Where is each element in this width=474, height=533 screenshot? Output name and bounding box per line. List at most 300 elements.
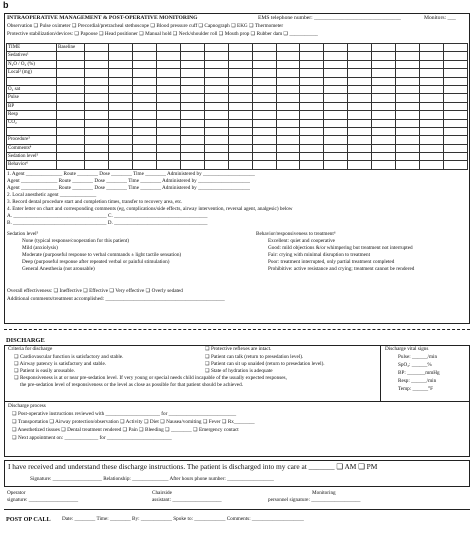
grid-cell[interactable] (420, 136, 444, 144)
grid-cell[interactable] (132, 85, 156, 93)
grid-cell[interactable] (156, 102, 180, 110)
grid-cell[interactable] (252, 52, 276, 60)
grid-cell[interactable] (300, 144, 324, 152)
grid-cell[interactable] (156, 119, 180, 127)
grid-cell[interactable] (85, 44, 109, 52)
grid-cell[interactable] (372, 69, 396, 77)
grid-cell[interactable] (372, 77, 396, 85)
grid-cell[interactable] (324, 60, 348, 68)
grid-cell[interactable] (324, 52, 348, 60)
grid-cell[interactable] (156, 85, 180, 93)
grid-cell[interactable] (372, 153, 396, 161)
grid-cell[interactable] (420, 153, 444, 161)
grid-cell[interactable] (180, 111, 204, 119)
grid-cell[interactable] (420, 127, 444, 135)
grid-cell[interactable] (324, 144, 348, 152)
criteria-talk[interactable]: ❑ Patient can talk (return to presedation level). (205, 354, 304, 360)
comment-b-d[interactable]: B. ____________________________________ D. ____________________________________ (7, 220, 208, 226)
grid-cell[interactable] (300, 102, 324, 110)
grid-cell[interactable] (324, 44, 348, 52)
operator-signature[interactable]: signature: ___________________ (7, 497, 79, 503)
criteria-cardiovascular[interactable]: ❑ Cardiovascular function is satisfactory and stable. (14, 354, 124, 360)
grid-cell[interactable] (204, 85, 228, 93)
grid-cell[interactable] (372, 119, 396, 127)
grid-cell[interactable] (228, 85, 252, 93)
grid-cell[interactable] (132, 161, 156, 169)
grid-cell[interactable] (276, 44, 300, 52)
grid-cell[interactable] (396, 44, 420, 52)
grid-cell[interactable] (85, 144, 109, 152)
grid-cell[interactable] (348, 144, 372, 152)
process-topics-1[interactable]: ❑ Transportation ❑ Airway protection/observation ❑ Activity ❑ Diet ❑ Nausea/vomiting ❑ Fever ❑ Rx________ (12, 419, 255, 425)
grid-cell[interactable] (228, 69, 252, 77)
criteria-airway[interactable]: ❑ Airway patency is satisfactory and stable. (14, 361, 107, 367)
grid-cell[interactable] (228, 60, 252, 68)
grid-cell[interactable] (372, 94, 396, 102)
grid-row (7, 111, 468, 119)
grid-cell[interactable] (204, 144, 228, 152)
grid-cell[interactable] (85, 77, 109, 85)
grid-row-label: Resp (7, 111, 57, 119)
grid-cell[interactable] (228, 102, 252, 110)
grid-cell[interactable] (396, 161, 420, 169)
grid-cell[interactable] (57, 136, 85, 144)
grid-cell[interactable] (420, 94, 444, 102)
grid-cell[interactable] (420, 144, 444, 152)
criteria-arousable[interactable]: ❑ Patient is easily arousable. (14, 368, 75, 374)
grid-cell[interactable] (420, 161, 444, 169)
grid-cell[interactable] (228, 52, 252, 60)
grid-cell[interactable] (348, 127, 372, 135)
vitals-heading: Discharge vital signs (385, 346, 429, 352)
grid-cell[interactable] (300, 52, 324, 60)
grid-cell[interactable] (324, 161, 348, 169)
grid-cell[interactable] (324, 85, 348, 93)
grid-cell[interactable] (85, 119, 109, 127)
grid-cell[interactable] (276, 153, 300, 161)
guardian-signature[interactable]: Signature: ___________________ Relationship: ______________ After hours phone number: __________________ (30, 476, 274, 482)
grid-cell[interactable] (228, 111, 252, 119)
grid-cell[interactable] (108, 144, 132, 152)
agent-line-3[interactable]: Agent ______________ Route ________ Dose ________ Time ________ Administered by ____________________ (7, 185, 250, 191)
grid-cell[interactable] (300, 136, 324, 144)
grid-cell[interactable] (108, 153, 132, 161)
grid-cell[interactable] (444, 136, 468, 144)
grid-cell[interactable] (156, 161, 180, 169)
grid-cell[interactable] (108, 69, 132, 77)
grid-cell[interactable] (132, 60, 156, 68)
grid-cell[interactable] (348, 161, 372, 169)
grid-cell[interactable] (85, 111, 109, 119)
grid-cell[interactable] (156, 52, 180, 60)
grid-cell[interactable] (108, 111, 132, 119)
grid-cell[interactable] (348, 102, 372, 110)
grid-cell[interactable] (204, 69, 228, 77)
grid-cell[interactable] (108, 161, 132, 169)
grid-cell[interactable] (420, 119, 444, 127)
next-appointment[interactable]: ❑ Next appointment on: _____________ for _________________________ (12, 435, 172, 441)
grid-cell[interactable] (300, 119, 324, 127)
grid-cell[interactable] (156, 153, 180, 161)
grid-cell[interactable] (252, 153, 276, 161)
grid-cell[interactable] (132, 94, 156, 102)
grid-cell[interactable] (228, 153, 252, 161)
agent-line-2[interactable]: Agent ______________ Route ________ Dose ________ Time ________ Administered by ____________________ (7, 178, 250, 184)
grid-cell[interactable] (372, 85, 396, 93)
grid-cell[interactable] (324, 136, 348, 144)
ems-phone-field[interactable]: EMS telephone number: _______________________________ (258, 15, 401, 21)
grid-cell[interactable] (420, 85, 444, 93)
grid-cell[interactable] (444, 77, 468, 85)
grid-cell[interactable] (108, 119, 132, 127)
grid-cell[interactable] (348, 52, 372, 60)
grid-cell[interactable] (57, 144, 85, 152)
grid-cell[interactable] (108, 136, 132, 144)
grid-cell[interactable] (444, 60, 468, 68)
grid-cell[interactable] (57, 161, 85, 169)
grid-cell[interactable] (57, 77, 85, 85)
grid-cell[interactable] (324, 102, 348, 110)
grid-cell[interactable] (180, 144, 204, 152)
grid-cell[interactable] (252, 136, 276, 144)
grid-cell[interactable] (132, 52, 156, 60)
grid-cell[interactable] (156, 127, 180, 135)
grid-cell[interactable] (156, 94, 180, 102)
grid-row (7, 102, 468, 110)
grid-cell[interactable] (420, 69, 444, 77)
grid-cell[interactable] (180, 136, 204, 144)
grid-cell[interactable] (324, 119, 348, 127)
grid-cell[interactable] (324, 94, 348, 102)
grid-cell[interactable] (204, 136, 228, 144)
grid-cell[interactable] (85, 85, 109, 93)
grid-cell[interactable] (444, 144, 468, 152)
comment-a-c[interactable]: A. ____________________________________ C. ____________________________________ (7, 213, 208, 219)
grid-cell[interactable] (204, 52, 228, 60)
vital-spo2[interactable]: SpO₂: ______% (398, 362, 432, 368)
grid-cell[interactable] (180, 94, 204, 102)
grid-cell[interactable] (108, 102, 132, 110)
grid-cell[interactable] (348, 44, 372, 52)
grid-cell[interactable] (85, 69, 109, 77)
criteria-sit-up[interactable]: ❑ Patient can sit up unaided (return to presedation level). (205, 361, 325, 367)
grid-cell[interactable] (396, 153, 420, 161)
grid-cell[interactable] (57, 60, 85, 68)
grid-cell[interactable] (300, 69, 324, 77)
grid-cell[interactable] (57, 94, 85, 102)
grid-cell[interactable] (204, 44, 228, 52)
grid-cell[interactable] (444, 94, 468, 102)
grid-cell[interactable] (252, 111, 276, 119)
grid-cell[interactable] (444, 153, 468, 161)
grid-cell[interactable] (204, 77, 228, 85)
grid-cell[interactable] (444, 161, 468, 169)
grid-cell[interactable] (276, 69, 300, 77)
grid-cell[interactable] (372, 111, 396, 119)
grid-cell[interactable] (156, 44, 180, 52)
grid-cell[interactable] (228, 144, 252, 152)
grid-cell[interactable] (156, 60, 180, 68)
grid-cell[interactable] (252, 69, 276, 77)
grid-cell[interactable] (396, 69, 420, 77)
grid-cell[interactable] (132, 144, 156, 152)
grid-cell[interactable] (324, 127, 348, 135)
grid-cell[interactable] (372, 44, 396, 52)
sedation-mild: Mild (anxiolysis) (22, 245, 58, 251)
grid-cell[interactable] (396, 52, 420, 60)
grid-cell[interactable] (156, 77, 180, 85)
chairside-label: Chairside (152, 490, 172, 496)
vital-bp[interactable]: BP: _______mmHg (398, 370, 440, 376)
grid-cell[interactable] (132, 136, 156, 144)
grid-cell[interactable] (372, 127, 396, 135)
protective-devices-options[interactable]: Protective stabilization/devices: ❑ Papoose ❑ Head positioner ❑ Manual hold ❑ Neck/shoulder roll ❑ Mouth prop ❑ Rubber dam ❑ ___________ (7, 31, 318, 37)
grid-cell[interactable] (276, 85, 300, 93)
grid-cell[interactable] (132, 44, 156, 52)
grid-cell[interactable] (444, 102, 468, 110)
grid-cell[interactable] (132, 77, 156, 85)
grid-cell[interactable] (132, 119, 156, 127)
criteria-reflexes[interactable]: ❑ Protective reflexes are intact. (205, 346, 272, 352)
grid-cell[interactable] (156, 111, 180, 119)
grid-cell[interactable] (204, 153, 228, 161)
grid-cell[interactable] (57, 102, 85, 110)
grid-cell[interactable] (396, 144, 420, 152)
grid-cell[interactable] (396, 94, 420, 102)
grid-cell[interactable] (85, 153, 109, 161)
grid-cell[interactable] (276, 94, 300, 102)
grid-cell[interactable] (228, 161, 252, 169)
grid-cell[interactable] (420, 44, 444, 52)
grid-cell[interactable] (348, 60, 372, 68)
grid-cell[interactable] (180, 161, 204, 169)
grid-cell[interactable] (252, 127, 276, 135)
grid-cell[interactable] (180, 60, 204, 68)
observation-options[interactable]: Observation ❑ Pulse oximeter ❑ Precordial/pretracheal stethoscope ❑ Blood pressure cuff ❑ Capnograph ❑ EKG ❑ Thermometer (7, 23, 284, 29)
grid-cell[interactable] (324, 69, 348, 77)
grid-cell[interactable] (132, 153, 156, 161)
grid-row-label: N₂O / O₂ (%) (7, 60, 57, 68)
grid-cell[interactable] (180, 44, 204, 52)
grid-cell[interactable] (108, 77, 132, 85)
receipt-statement[interactable]: I have received and understand these discharge instructions. The patient is discharged into my care at _______ ❑ AM ❑ PM (8, 462, 378, 471)
grid-cell[interactable] (180, 52, 204, 60)
grid-cell[interactable] (444, 44, 468, 52)
grid-cell[interactable] (276, 144, 300, 152)
grid-cell[interactable] (444, 119, 468, 127)
grid-cell[interactable] (444, 111, 468, 119)
grid-cell[interactable] (276, 60, 300, 68)
grid-cell[interactable] (348, 77, 372, 85)
grid-cell[interactable] (396, 111, 420, 119)
behavior-fair: Fair: crying with minimal disruption to treatment (268, 252, 371, 258)
grid-cell[interactable] (252, 119, 276, 127)
grid-cell[interactable] (57, 52, 85, 60)
grid-cell[interactable] (228, 127, 252, 135)
grid-cell[interactable] (180, 85, 204, 93)
grid-cell[interactable] (420, 60, 444, 68)
grid-cell[interactable] (180, 102, 204, 110)
process-instructions[interactable]: ❑ Post-operative instructions reviewed with _____________________ for __________________________ (12, 411, 237, 417)
grid-cell[interactable] (348, 69, 372, 77)
grid-cell[interactable] (276, 102, 300, 110)
grid-cell[interactable] (300, 94, 324, 102)
grid-cell[interactable] (300, 161, 324, 169)
grid-cell[interactable] (300, 44, 324, 52)
grid-cell[interactable] (204, 127, 228, 135)
grid-cell[interactable] (108, 52, 132, 60)
grid-cell[interactable] (276, 136, 300, 144)
grid-cell[interactable] (276, 119, 300, 127)
grid-cell[interactable] (300, 127, 324, 135)
grid-cell[interactable] (348, 94, 372, 102)
grid-cell[interactable] (372, 52, 396, 60)
grid-cell[interactable] (348, 136, 372, 144)
grid-cell[interactable] (57, 119, 85, 127)
grid-cell[interactable] (420, 102, 444, 110)
grid-cell[interactable] (276, 161, 300, 169)
grid-cell[interactable] (57, 85, 85, 93)
grid-cell[interactable] (108, 94, 132, 102)
grid-cell[interactable] (132, 111, 156, 119)
grid-cell[interactable] (85, 136, 109, 144)
grid-cell[interactable] (156, 144, 180, 152)
agent-line-1[interactable]: 1. Agent ______________ Route ________ Dose ________ Time ________ Administered by ____________________ (7, 171, 255, 177)
grid-cell[interactable] (396, 77, 420, 85)
grid-cell[interactable] (252, 60, 276, 68)
additional-comments[interactable]: Additional comments/treatment accomplished: ______________________________________________ (7, 296, 225, 302)
grid-cell[interactable] (228, 119, 252, 127)
grid-cell[interactable] (348, 85, 372, 93)
grid-cell[interactable] (228, 94, 252, 102)
grid-cell[interactable] (85, 60, 109, 68)
grid-cell[interactable] (420, 111, 444, 119)
grid-cell[interactable] (396, 102, 420, 110)
grid-cell[interactable] (57, 69, 85, 77)
grid-cell[interactable] (228, 77, 252, 85)
grid-cell[interactable] (204, 119, 228, 127)
grid-cell[interactable] (85, 94, 109, 102)
grid-cell[interactable] (85, 127, 109, 135)
vital-resp[interactable]: Resp: ______/min (398, 378, 437, 384)
grid-cell[interactable] (372, 144, 396, 152)
grid-cell[interactable] (348, 119, 372, 127)
sedation-level-heading: Sedation level⁵ (7, 231, 39, 237)
grid-cell[interactable] (276, 127, 300, 135)
process-topics-2[interactable]: ❑ Anesthetized tissues ❑ Dental treatment rendered ❑ Pain ❑ Bleeding ❑ ________ ❑ Emergency contact (12, 427, 239, 433)
grid-cell[interactable] (276, 52, 300, 60)
grid-cell[interactable] (85, 52, 109, 60)
grid-cell[interactable] (324, 111, 348, 119)
grid-cell[interactable] (444, 127, 468, 135)
grid-cell[interactable] (204, 161, 228, 169)
grid-cell[interactable] (396, 119, 420, 127)
grid-cell[interactable] (396, 60, 420, 68)
monitors-field[interactable]: Monitors: ___ (424, 15, 456, 21)
grid-cell[interactable] (57, 127, 85, 135)
grid-cell[interactable] (372, 60, 396, 68)
grid-cell[interactable] (396, 85, 420, 93)
grid-cell[interactable] (252, 102, 276, 110)
criteria-hydration[interactable]: ❑ State of hydration is adequate (205, 368, 273, 374)
grid-cell[interactable] (85, 102, 109, 110)
grid-cell[interactable] (108, 127, 132, 135)
sedation-deep: Deep (purposeful response after repeated verbal or painful stimulation) (22, 259, 170, 265)
grid-cell[interactable] (204, 60, 228, 68)
grid-cell[interactable] (348, 153, 372, 161)
grid-cell[interactable] (252, 44, 276, 52)
monitoring-signature[interactable]: personnel signature: ___________________ (268, 497, 361, 503)
grid-cell[interactable] (252, 77, 276, 85)
grid-cell[interactable] (324, 153, 348, 161)
chairside-signature[interactable]: assistant: ___________________ (152, 497, 222, 503)
grid-cell[interactable] (372, 136, 396, 144)
grid-cell[interactable] (324, 77, 348, 85)
grid-cell[interactable] (57, 153, 85, 161)
grid-cell[interactable] (132, 69, 156, 77)
grid-cell[interactable] (204, 102, 228, 110)
grid-cell[interactable] (420, 52, 444, 60)
grid-cell[interactable] (444, 69, 468, 77)
grid-cell[interactable] (132, 102, 156, 110)
grid-cell[interactable] (300, 111, 324, 119)
grid-cell[interactable] (108, 44, 132, 52)
grid-cell[interactable] (372, 161, 396, 169)
grid-cell[interactable] (108, 85, 132, 93)
vital-pulse[interactable]: Pulse: ______/min (398, 354, 438, 360)
grid-cell[interactable] (252, 94, 276, 102)
grid-cell[interactable] (156, 136, 180, 144)
grid-cell[interactable] (372, 102, 396, 110)
grid-cell[interactable] (252, 144, 276, 152)
grid-cell[interactable] (300, 85, 324, 93)
grid-cell[interactable] (300, 60, 324, 68)
grid-cell[interactable] (57, 111, 85, 119)
grid-cell[interactable] (204, 94, 228, 102)
postop-fields[interactable]: Date: ________ Time: ________ By: ____________ Spoke to: ____________ Comments: ____________________ (62, 516, 304, 522)
grid-cell[interactable] (348, 111, 372, 119)
grid-cell[interactable] (444, 85, 468, 93)
grid-cell[interactable] (444, 52, 468, 60)
grid-cell[interactable] (180, 153, 204, 161)
grid-cell[interactable] (228, 136, 252, 144)
grid-cell[interactable] (300, 153, 324, 161)
grid-cell[interactable] (156, 69, 180, 77)
overall-effectiveness[interactable]: Overall effectiveness: ❑ Ineffective ❑ Effective ❑ Very effective ❑ Overly sedated (7, 288, 183, 294)
grid-cell[interactable] (276, 111, 300, 119)
local-anesthetic-line[interactable]: 2. Local anesthetic agent ______________ (7, 192, 97, 198)
grid-cell[interactable] (420, 77, 444, 85)
grid-cell[interactable] (132, 127, 156, 135)
grid-cell[interactable] (396, 136, 420, 144)
grid-cell[interactable] (228, 44, 252, 52)
grid-row (7, 94, 468, 102)
grid-cell[interactable] (252, 85, 276, 93)
grid-cell[interactable] (180, 127, 204, 135)
grid-cell[interactable] (85, 161, 109, 169)
vital-temp[interactable]: Temp: ______°F (398, 386, 433, 392)
grid-cell[interactable] (180, 69, 204, 77)
grid-cell[interactable] (252, 161, 276, 169)
grid-cell[interactable] (108, 60, 132, 68)
grid-cell[interactable] (396, 127, 420, 135)
grid-cell[interactable] (300, 77, 324, 85)
criteria-responsiveness[interactable]: ❑ Responsiveness is at or near pre-sedation level. If very young or special needs child incapable of the usually expected responses, (14, 375, 287, 381)
grid-cell[interactable] (180, 119, 204, 127)
grid-cell[interactable] (180, 77, 204, 85)
grid-cell[interactable] (276, 77, 300, 85)
grid-cell[interactable] (204, 111, 228, 119)
